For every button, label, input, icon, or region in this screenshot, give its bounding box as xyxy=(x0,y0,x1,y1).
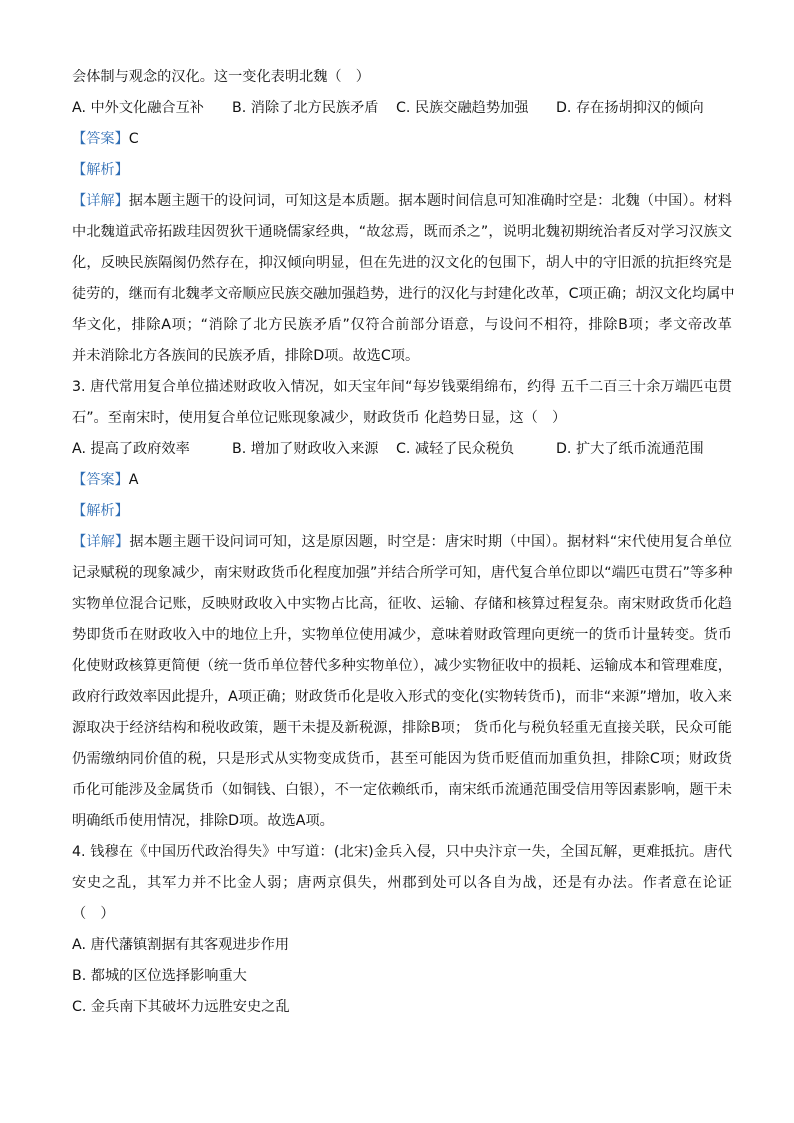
q3-options xyxy=(72,434,732,465)
q3-detail-line: 明确纸币使用情况，排除D项。故选A项。 xyxy=(72,813,334,829)
q3-detail-line: 化使财政核算更简便（统一货币单位替代多种实物单位），减少实物征收中的损耗、运输成本和管理难度， xyxy=(72,658,732,674)
q3-detail-line: 币化可能涉及金属货币（如铜钱、白银），不一定依赖纸币，南宋纸币流通范围受信用等因素影响，题干未 xyxy=(72,782,732,798)
q3-option-b: B. 增加了财政收入来源 xyxy=(232,441,379,457)
q2-option-c: C. 民族交融趋势加强 xyxy=(396,100,529,116)
document-page xyxy=(72,62,735,1023)
q2-stem-tail: 会体制与观念的汉化。这一变化表明北魏（ ） xyxy=(72,69,370,85)
q4-stem-line: （ ） xyxy=(72,906,115,922)
q2-detail-line: 中北魏道武帝拓跋珪因贺狄干通晓儒家经典，“故忿焉，既而杀之”，说明北魏初期统治者反对学习汉族文 xyxy=(72,224,732,240)
q3-detail-line: 【详解】据本题主题干设问词可知，这是原因题，时空是：唐宋时期（中国）。据材料“宋代使用复合单位 xyxy=(72,534,732,550)
q4-stem-line: 安史之乱，其军力并不比金人弱；唐两京俱失，州郡到处可以各自为战，还是有办法。作者意在论证 xyxy=(72,875,732,891)
q2-detail-line: 徒劳的，继而有北魏孝文帝顺应民族交融加强趋势，进行的汉化与封建化改革，C项正确；胡汉文化均属中 xyxy=(72,286,735,302)
q2-option-d: D. 存在扬胡抑汉的倾向 xyxy=(556,100,704,116)
q2-option-a: A. 中外文化融合互补 xyxy=(72,100,204,116)
q3-detail-line: 势即货币在财政收入中的地位上升，实物单位使用减少，意味着财政管理向更统一的货币计量转变。货币 xyxy=(72,627,732,643)
q3-option-c: C. 减轻了民众税负 xyxy=(396,441,515,457)
q2-detail-line: 【详解】据本题主题干的设问词，可知这是本质题。据本题时间信息可知准确时空是：北魏（中国）。材料 xyxy=(72,193,732,209)
answer-label: 【答案】 xyxy=(72,131,129,147)
answer-label: 【答案】 xyxy=(72,472,129,488)
answer-value: A xyxy=(128,472,139,488)
q2-answer xyxy=(72,124,732,155)
q3-answer xyxy=(72,465,732,496)
q3-analysis-label: 【解析】 xyxy=(72,503,129,519)
q3-detail-line: 源取决于经济结构和税收政策，题干未提及新税源，排除B项； 货币化与税负轻重无直接关联，民众可能 xyxy=(72,720,732,736)
q3-option-a: A. 提高了政府效率 xyxy=(72,441,190,457)
q2-detail-line: 并未消除北方各族间的民族矛盾，排除D项。故选C项。 xyxy=(72,348,420,364)
q3-stem-line: 3. 唐代常用复合单位描述财政收入情况，如天宝年间“每岁钱粟绢绵布，约得 五千二百三十余万端匹屯贯 xyxy=(72,379,732,395)
q2-option-b: B. 消除了北方民族矛盾 xyxy=(232,100,379,116)
q2-options xyxy=(72,93,732,124)
q2-detail-line: 化，反映民族隔阂仍然存在，抑汉倾向明显，但在先进的汉文化的包围下，胡人中的守旧派的抗拒终究是 xyxy=(72,255,732,271)
detail-label: 【详解】 xyxy=(72,534,130,550)
q4-option-b: B. 都城的区位选择影响重大 xyxy=(72,968,247,984)
q3-detail-line: 政府行政效率因此提升，A项正确；财政货币化是收入形式的变化(实物转货币)，而非“来源”增加，收入来 xyxy=(72,689,732,705)
q4-option-c: C. 金兵南下其破坏力远胜安史之乱 xyxy=(72,999,290,1015)
q3-detail-line: 仍需缴纳同价值的税，只是形式从实物变成货币，甚至可能因为货币贬值而加重负担，排除C项；财政货 xyxy=(72,751,732,767)
q4-option-a: A. 唐代藩镇割据有其客观进步作用 xyxy=(72,937,290,953)
q3-detail-line: 记录赋税的现象减少，南宋财政货币化程度加强”并结合所学可知，唐代复合单位即以“端匹屯贯石”等多种 xyxy=(72,565,733,581)
answer-value: C xyxy=(128,131,139,147)
q4-stem-line: 4. 钱穆在《中国历代政治得失》中写道：(北宋)金兵入侵，只中央汴京一失，全国瓦解，更难抵抗。唐代 xyxy=(72,844,732,860)
detail-label: 【详解】 xyxy=(72,193,129,209)
q3-stem-line: 石”。至南宋时，使用复合单位记账现象减少，财政货币 化趋势日显，这（ ） xyxy=(72,410,567,426)
q2-detail-line: 华文化，排除A项；“消除了北方民族矛盾”仅符合前部分语意，与设问不相符，排除B项；孝文帝改革 xyxy=(72,317,732,333)
q3-detail-line: 实物单位混合记账，反映财政收入中实物占比高，征收、运输、存储和核算过程复杂。南宋财政货币化趋 xyxy=(72,596,732,612)
q3-option-d: D. 扩大了纸币流通范围 xyxy=(556,441,704,457)
q2-analysis-label: 【解析】 xyxy=(72,162,129,178)
